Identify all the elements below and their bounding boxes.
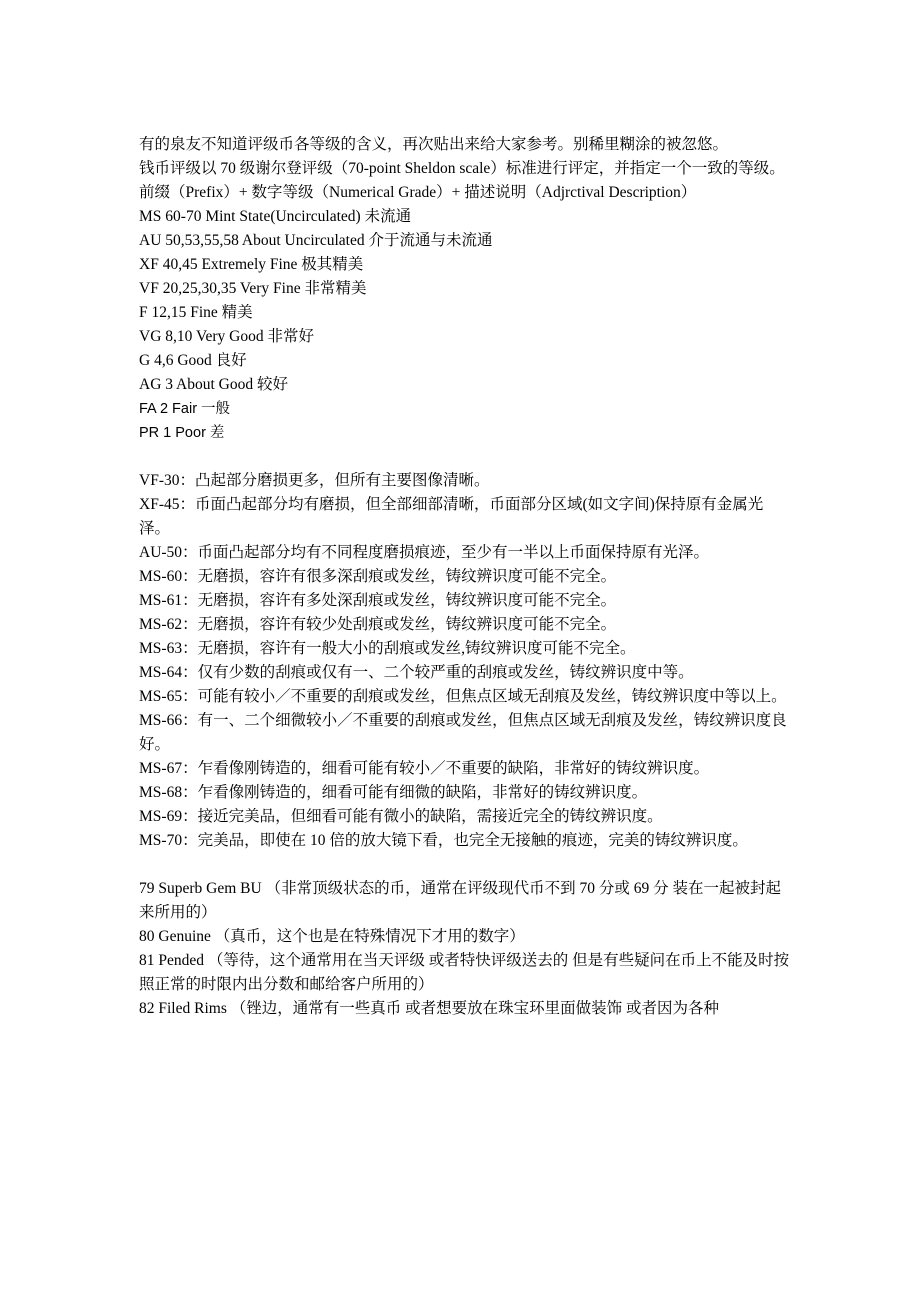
detail-item: XF-45：币面凸起部分均有磨损，但全部细部清晰，币面部分区域(如文字间)保持原有金属光泽。	[139, 496, 764, 537]
grade-item: MS 60-70 Mint State(Uncirculated) 未流通	[139, 208, 412, 225]
special-item: 81 Pended （等待，这个通常用在当天评级 或者特快评级送去的 但是有些疑问在币上不能及时按照正常的时限内出分数和邮给客户所用的）	[139, 952, 790, 993]
detail-item: VF-30：凸起部分磨损更多，但所有主要图像清晰。	[139, 472, 490, 489]
detail-item: MS-66：有一、二个细微较小／不重要的刮痕或发丝，但焦点区域无刮痕及发丝，铸纹辨识度良好。	[139, 712, 787, 753]
grade-list	[139, 205, 791, 445]
detail-item: MS-64：仅有少数的刮痕或仅有一、二个较严重的刮痕或发丝，铸纹辨识度中等。	[139, 664, 694, 681]
grade-item: G 4,6 Good 良好	[139, 352, 247, 369]
detail-item: MS-60：无磨损，容许有很多深刮痕或发丝，铸纹辨识度可能不完全。	[139, 568, 617, 585]
grade-item: VF 20,25,30,35 Very Fine 非常精美	[139, 280, 367, 297]
grade-item: XF 40,45 Extremely Fine 极其精美	[139, 256, 364, 273]
grade-item: AU 50,53,55,58 About Uncirculated 介于流通与未流通	[139, 232, 493, 249]
grade-item: F 12,15 Fine 精美	[139, 304, 253, 321]
scale-description: 钱币评级以 70 级谢尔登评级（70-point Sheldon scale）标准进行评定，并指定一个一致的等级。	[139, 160, 785, 177]
grade-item: FA 2 Fair 一般	[139, 401, 231, 417]
intro-paragraph: 有的泉友不知道评级币各等级的含义，再次贴出来给大家参考。别稀里糊涂的被忽悠。	[139, 136, 729, 153]
detail-item: MS-68：乍看像刚铸造的，细看可能有细微的缺陷，非常好的铸纹辨识度。	[139, 784, 648, 801]
special-item: 82 Filed Rims （锉边，通常有一些真币 或者想要放在珠宝环里面做装饰 或者因为各种	[139, 1000, 719, 1017]
special-item: 79 Superb Gem BU （非常顶级状态的币，通常在评级现代币不到 70 分或 69 分 装在一起被封起来所用的）	[139, 880, 781, 921]
detail-item: MS-67：乍看像刚铸造的，细看可能有较小／不重要的缺陷，非常好的铸纹辨识度。	[139, 760, 710, 777]
grade-item: AG 3 About Good 较好	[139, 376, 288, 393]
document-page	[139, 133, 791, 1021]
grade-formula: 前缀（Prefix）+ 数字等级（Numerical Grade）+ 描述说明（Adjrctival Description）	[139, 184, 697, 201]
detail-item: MS-63：无磨损，容许有一般大小的刮痕或发丝,铸纹辨识度可能不完全。	[139, 640, 636, 657]
detail-item: MS-69：接近完美品，但细看可能有微小的缺陷，需接近完全的铸纹辨识度。	[139, 808, 663, 825]
grade-item: VG 8,10 Very Good 非常好	[139, 328, 314, 345]
grade-details	[139, 469, 791, 853]
special-item: 80 Genuine （真币，这个也是在特殊情况下才用的数字）	[139, 928, 525, 945]
detail-item: AU-50：币面凸起部分均有不同程度磨损痕迹，至少有一半以上币面保持原有光泽。	[139, 544, 710, 561]
detail-item: MS-61：无磨损，容许有多处深刮痕或发丝，铸纹辨识度可能不完全。	[139, 592, 617, 609]
detail-item: MS-65：可能有较小／不重要的刮痕或发丝，但焦点区域无刮痕及发丝，铸纹辨识度中等以上。	[139, 688, 787, 705]
detail-item: MS-62：无磨损，容许有较少处刮痕或发丝，铸纹辨识度可能不完全。	[139, 616, 617, 633]
grade-item: PR 1 Poor 差	[139, 425, 225, 441]
special-grades	[139, 877, 791, 1021]
detail-item: MS-70：完美品，即使在 10 倍的放大镜下看，也完全无接触的痕迹，完美的铸纹辨识度。	[139, 832, 748, 849]
